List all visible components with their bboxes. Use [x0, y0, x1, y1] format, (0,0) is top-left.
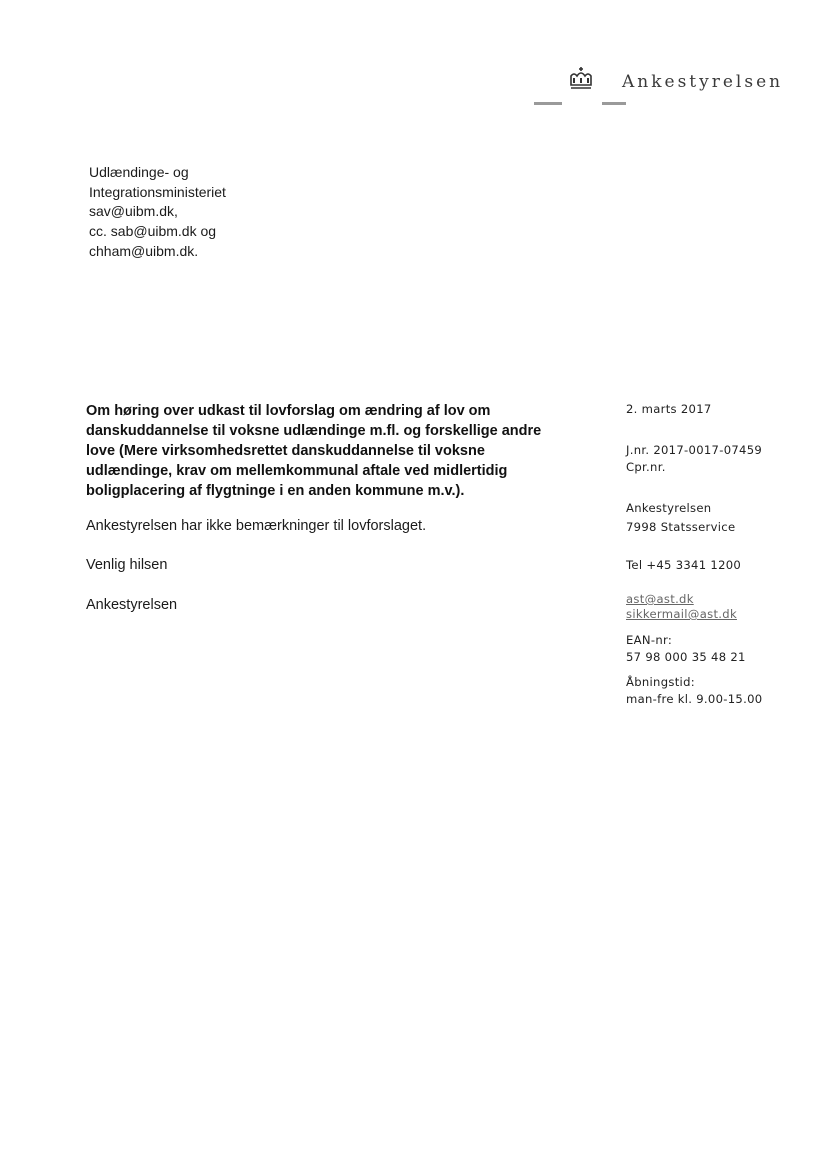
email-link[interactable]: ast@ast.dk: [626, 592, 694, 606]
subject-line: Om høring over udkast til lovforslag om ændring af lov om: [86, 403, 491, 419]
date-text: 2. marts 2017: [626, 402, 712, 416]
cpr-label: Cpr.nr.: [626, 459, 666, 474]
subject-line: boligplacering af flygtninge i en anden kommune m.v.).: [86, 483, 465, 499]
recipient-email: sav@uibm.dk,: [89, 203, 178, 220]
recipient-line: Integrationsministeriet: [89, 183, 226, 200]
journal-number: [626, 442, 826, 475]
recipient-block: [89, 163, 226, 262]
journal-number-text: J.nr. 2017-0017-07459: [626, 443, 763, 457]
letterhead-rule-left: [534, 102, 562, 105]
sender-address: [626, 499, 826, 537]
opening-hours: [626, 674, 826, 707]
letterhead-rule-right: [602, 102, 626, 105]
recipient-line: Udlændinge- og: [89, 164, 189, 180]
letterhead: [530, 60, 820, 115]
phone-text: Tel +45 3341 1200: [626, 558, 742, 572]
secure-email-link[interactable]: sikkermail@ast.dk: [626, 607, 737, 621]
ean-label: EAN-nr:: [626, 633, 673, 647]
brand-name: Ankestyrelsen: [622, 72, 784, 92]
ean-block: [626, 632, 826, 665]
contact-emails: [626, 592, 826, 622]
recipient-email: chham@uibm.dk.: [89, 242, 199, 259]
signature-text: Ankestyrelsen: [86, 597, 178, 613]
crown-icon: [568, 66, 594, 92]
statement-text: Ankestyrelsen har ikke bemærkninger til lovforslaget.: [86, 518, 427, 534]
hours-value: man-fre kl. 9.00-15.00: [626, 691, 763, 706]
subject-heading: [86, 401, 606, 501]
org-address: 7998 Statsservice: [626, 520, 736, 534]
ean-value: 57 98 000 35 48 21: [626, 649, 746, 664]
subject-line: love (Mere virksomhedsrettet danskuddannelse til voksne: [86, 443, 485, 459]
hours-label: Åbningstid:: [626, 675, 695, 689]
org-name: Ankestyrelsen: [626, 501, 712, 515]
subject-line: udlændinge, krav om mellemkommunal aftale ved midlertidig: [86, 463, 508, 479]
greeting-text: Venlig hilsen: [86, 557, 168, 573]
recipient-cc: cc. sab@uibm.dk og: [89, 223, 217, 240]
subject-line: danskuddannelse til voksne udlændinge m.fl. og forskellige andre: [86, 423, 542, 439]
